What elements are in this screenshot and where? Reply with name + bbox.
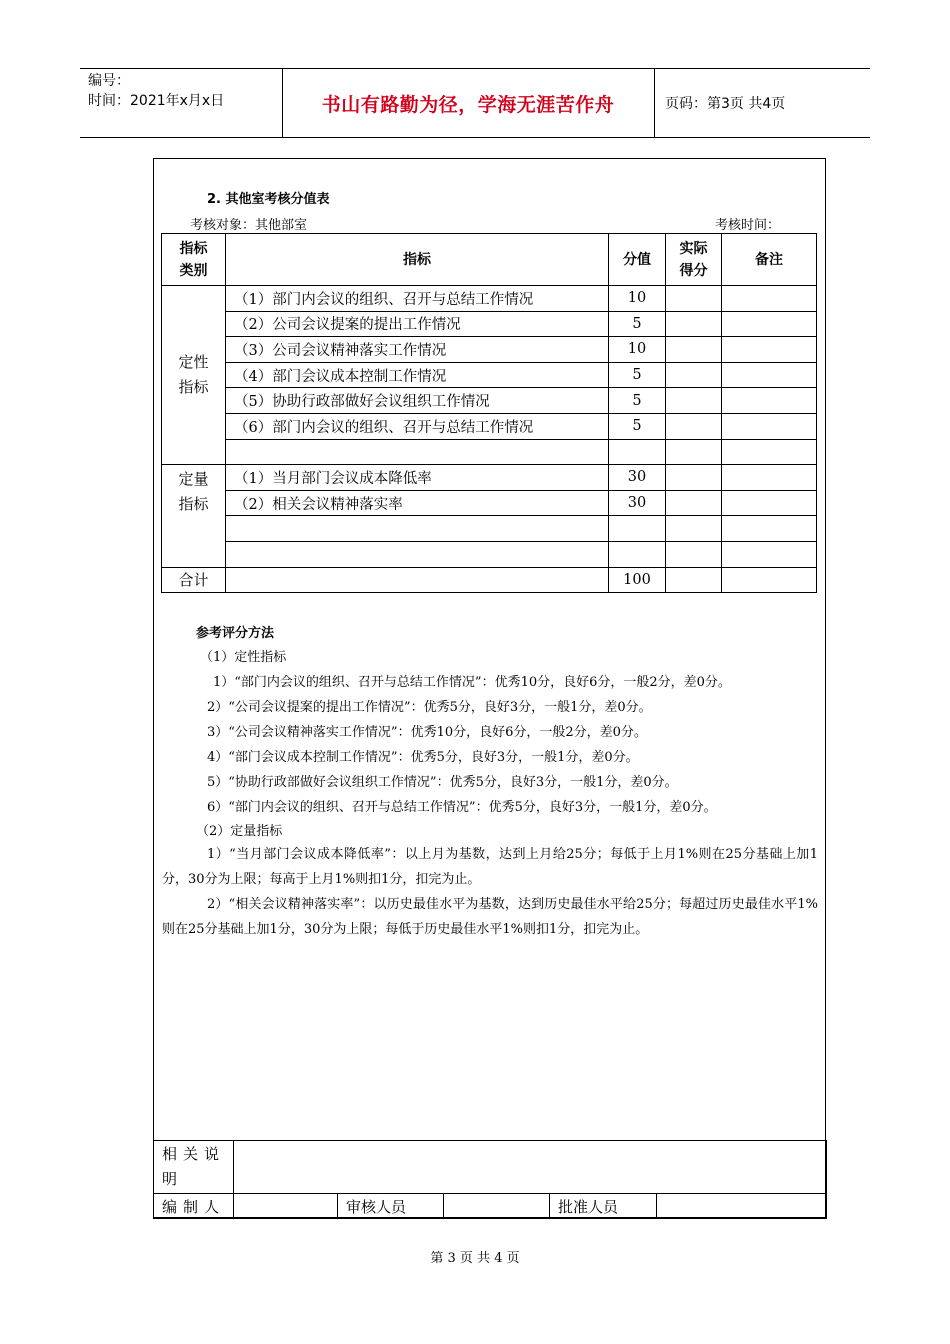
- indicator-cell: （2）相关会议精神落实率: [226, 490, 609, 516]
- remarks-cell: [722, 567, 817, 593]
- actual-score-cell: [666, 439, 722, 465]
- score-cell: 5: [609, 413, 666, 439]
- score-cell: [609, 439, 666, 465]
- table-total-row: [162, 567, 817, 593]
- header-motto: 书山有路勤为径，学海无涯苦作舟: [321, 93, 615, 116]
- actual-score-cell: [666, 362, 722, 388]
- header-page-info: 页码：第3页 共4页: [665, 96, 786, 112]
- qual-item: 1）“部门内会议的组织、召开与总结工作情况”：优秀10分，良好6分，一般2分，差0分。: [213, 675, 731, 690]
- compiler-label: 编制人: [154, 1194, 234, 1219]
- header-score: 分值: [609, 234, 666, 286]
- related-notes-label: 相关说明: [154, 1141, 234, 1194]
- remarks-cell: [722, 311, 817, 337]
- total-label: 合计: [162, 567, 226, 593]
- indicator-cell: （1）当月部门会议成本降低率: [226, 465, 609, 491]
- quant-item: 2）“相关会议精神落实率”：以历史最佳水平为基数，达到历史最佳水平给25分；每超过历史最佳水平1%则在25分基础上加1分，30分为上限；每低于历史最佳水平1%则扣1分，扣完为止。: [162, 897, 818, 937]
- approver-value: [657, 1194, 827, 1219]
- score-cell: [609, 541, 666, 567]
- table-row: [162, 337, 817, 363]
- remarks-cell: [722, 337, 817, 363]
- score-cell: 5: [609, 388, 666, 414]
- remarks-cell: [722, 439, 817, 465]
- quant-heading: （2）定量指标: [196, 824, 283, 839]
- table-row: [162, 286, 817, 312]
- table-row-empty: [162, 541, 817, 567]
- indicator-cell: （4）部门会议成本控制工作情况: [226, 362, 609, 388]
- header-indicator: 指标: [226, 234, 609, 286]
- indicator-cell: （5）协助行政部做好会议组织工作情况: [226, 388, 609, 414]
- related-notes-value: [234, 1141, 827, 1194]
- score-cell: 5: [609, 311, 666, 337]
- total-value: 100: [609, 567, 666, 593]
- remarks-cell: [722, 362, 817, 388]
- reviewer-value: [444, 1194, 550, 1219]
- actual-score-cell: [666, 311, 722, 337]
- signoff-row: [154, 1194, 827, 1219]
- header-actual-score: 实际 得分: [666, 234, 722, 286]
- document-number-label: 编号：: [88, 73, 130, 89]
- indicator-cell: （2）公司会议提案的提出工作情况: [226, 311, 609, 337]
- table-row: [162, 388, 817, 414]
- header-left-block: [88, 71, 284, 111]
- indicator-cell: [226, 541, 609, 567]
- remarks-cell: [722, 490, 817, 516]
- indicator-cell: （6）部门内会议的组织、召开与总结工作情况: [226, 413, 609, 439]
- header-divider: [654, 69, 655, 137]
- score-cell: 5: [609, 362, 666, 388]
- table-row: [162, 362, 817, 388]
- qual-item: 4）“部门会议成本控制工作情况”：优秀5分，良好3分，一般1分，差0分。: [207, 750, 639, 765]
- page-header: [80, 68, 870, 138]
- approver-label: 批准人员: [550, 1194, 657, 1219]
- table-row: [162, 490, 817, 516]
- actual-score-cell: [666, 465, 722, 491]
- section-title: 2. 其他室考核分值表: [207, 192, 330, 207]
- actual-score-cell: [666, 337, 722, 363]
- related-notes-row: [154, 1141, 827, 1194]
- assessment-subject: 考核对象：其他部室: [190, 218, 308, 233]
- score-cell: [609, 516, 666, 542]
- score-table: [161, 233, 817, 593]
- qual-item: 5）“协助行政部做好会议组织工作情况”：优秀5分，良好3分，一般1分，差0分。: [207, 775, 678, 790]
- qual-heading: （1）定性指标: [200, 650, 287, 665]
- actual-score-cell: [666, 413, 722, 439]
- actual-score-cell: [666, 516, 722, 542]
- qual-item: 2）“公司会议提案的提出工作情况”：优秀5分，良好3分，一般1分，差0分。: [207, 700, 652, 715]
- qual-item: 3）“公司会议精神落实工作情况”：优秀10分，良好6分，一般2分，差0分。: [207, 725, 647, 740]
- table-row-empty: [162, 516, 817, 542]
- quant-item: 1）“当月部门会议成本降低率”：以上月为基数，达到上月给25分；每低于上月1%则在25分基础上加1分，30分为上限；每高于上月1%则扣1分，扣完为止。: [162, 847, 818, 887]
- actual-score-cell: [666, 567, 722, 593]
- table-header-row: [162, 234, 817, 286]
- table-row: [162, 413, 817, 439]
- page-footer: 第 3 页 共 4 页: [430, 1251, 520, 1266]
- header-category: 指标 类别: [162, 234, 226, 286]
- indicator-cell: [226, 516, 609, 542]
- document-date: 时间：2021年x月x日: [88, 93, 225, 109]
- score-cell: 10: [609, 286, 666, 312]
- category-qualitative: 定性 指标: [162, 286, 226, 465]
- score-cell: 30: [609, 465, 666, 491]
- compiler-value: [234, 1194, 338, 1219]
- table-row: [162, 311, 817, 337]
- remarks-cell: [722, 516, 817, 542]
- remarks-cell: [722, 286, 817, 312]
- category-quantitative: 定量 指标: [162, 465, 226, 567]
- remarks-cell: [722, 413, 817, 439]
- indicator-cell: [226, 567, 609, 593]
- indicator-cell: （1）部门内会议的组织、召开与总结工作情况: [226, 286, 609, 312]
- remarks-cell: [722, 388, 817, 414]
- reviewer-label: 审核人员: [338, 1194, 444, 1219]
- score-cell: 10: [609, 337, 666, 363]
- actual-score-cell: [666, 541, 722, 567]
- remarks-cell: [722, 465, 817, 491]
- qual-item: 6）“部门内会议的组织、召开与总结工作情况”：优秀5分，良好3分，一般1分，差0分。: [207, 800, 717, 815]
- score-cell: 30: [609, 490, 666, 516]
- actual-score-cell: [666, 490, 722, 516]
- actual-score-cell: [666, 388, 722, 414]
- header-remarks: 备注: [722, 234, 817, 286]
- signoff-table: [153, 1140, 827, 1219]
- remarks-cell: [722, 541, 817, 567]
- actual-score-cell: [666, 286, 722, 312]
- table-row: [162, 465, 817, 491]
- indicator-cell: [226, 439, 609, 465]
- assessment-time-label: 考核时间：: [715, 218, 781, 233]
- notes-title: 参考评分方法: [196, 626, 275, 641]
- indicator-cell: （3）公司会议精神落实工作情况: [226, 337, 609, 363]
- table-row-empty: [162, 439, 817, 465]
